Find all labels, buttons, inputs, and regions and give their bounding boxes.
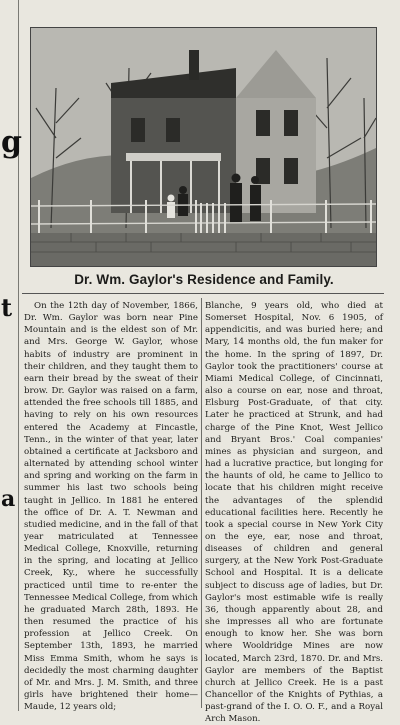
previous-column-fragment [0,0,22,711]
residence-photo [30,27,377,267]
fragment-letter: t [1,293,13,322]
column-divider [201,298,202,708]
article-column-left: On the 12th day of November, 1866, Dr. Wm. Gaylor was born near Pine Mountain and is the eldest son of Mr. and Mrs. George W. Gaylor, whose habits of industry are prominent in their children, and they taught them to earn their bread by the sweat of their brow. Dr. Gaylor was raised on a farm, attended the free schools till 1885, and having to rely on his own resources entered the Academy at Fincastle, Tenn., in the winter of that year, later obtained a certificate at Jacksboro and alternated by attending school winter and spring and working on the farm in summer his last two schools being taught in Jellico. In 1881 he entered the office of Dr. A. T. Newman and studied medicine, and in the fall of that year matriculated at Tennessee Medical College, Knoxville, returning in the spring, and locating at Jellico Creek, Ky., where he successfully practiced until time to re-enter the Tennessee Medical College, from which he graduated March 28th, 1893. He then resumed the practice of his profession at Jellico Creek. On September 13th, 1893, he married Miss Emma Smith, whom he says is decidedly the most charming daughter of Mr. and Mrs. J. M. Smith, and three girls have brightened their home—Maude, 12 years old; [24,301,198,713]
fragment-letter: g [1,125,22,160]
article-column-right: Blanche, 9 years old, who died at Somerset Hospital, Nov. 6 1905, of appendicitis, and was buried here; and Mary, 14 months old, the fun maker for the home. In the spring of 1897, Dr. Gaylor took the practitioners' course at Miami Medical College, of Cincinnati, also a course on ear, nose and throat, Elsburg Post-Graduate, of that city. Later he practiced at Strunk, and had charge of the Pine Knot, West Jellico and Bryant Bros.' Coal companies' mines as physician and surgeon, and had a lucrative practice, but longing for the haunts of old, he came to Jellico to locate that his children might receive the advantages of the splendid educational facilities here. Recently he took a special course in New York City on the eye, ear, nose and throat, diseases of children and general surgery, at the New York Post-Graduate School and Hospital. It is a delicate subject to discuss age of ladies, but Dr. Gaylor's most estimable wife is really 36, though apparently about 28, and she impresses all who are fortunate enough to know her. She was born where Wooldridge Mines are now located, March 23rd, 1870. Dr. and Mrs. Gaylor are members of the Baptist church at Jellico Creek. He is a past Chancellor of the Knights of Pythias, a past-grand of the I. O. O. F., and a Royal Arch Mason. [205,301,383,725]
fragment-letter: a [1,486,16,512]
headline-rule [22,293,384,294]
article-headline: Dr. Wm. Gaylor's Residence and Family. [74,272,334,287]
